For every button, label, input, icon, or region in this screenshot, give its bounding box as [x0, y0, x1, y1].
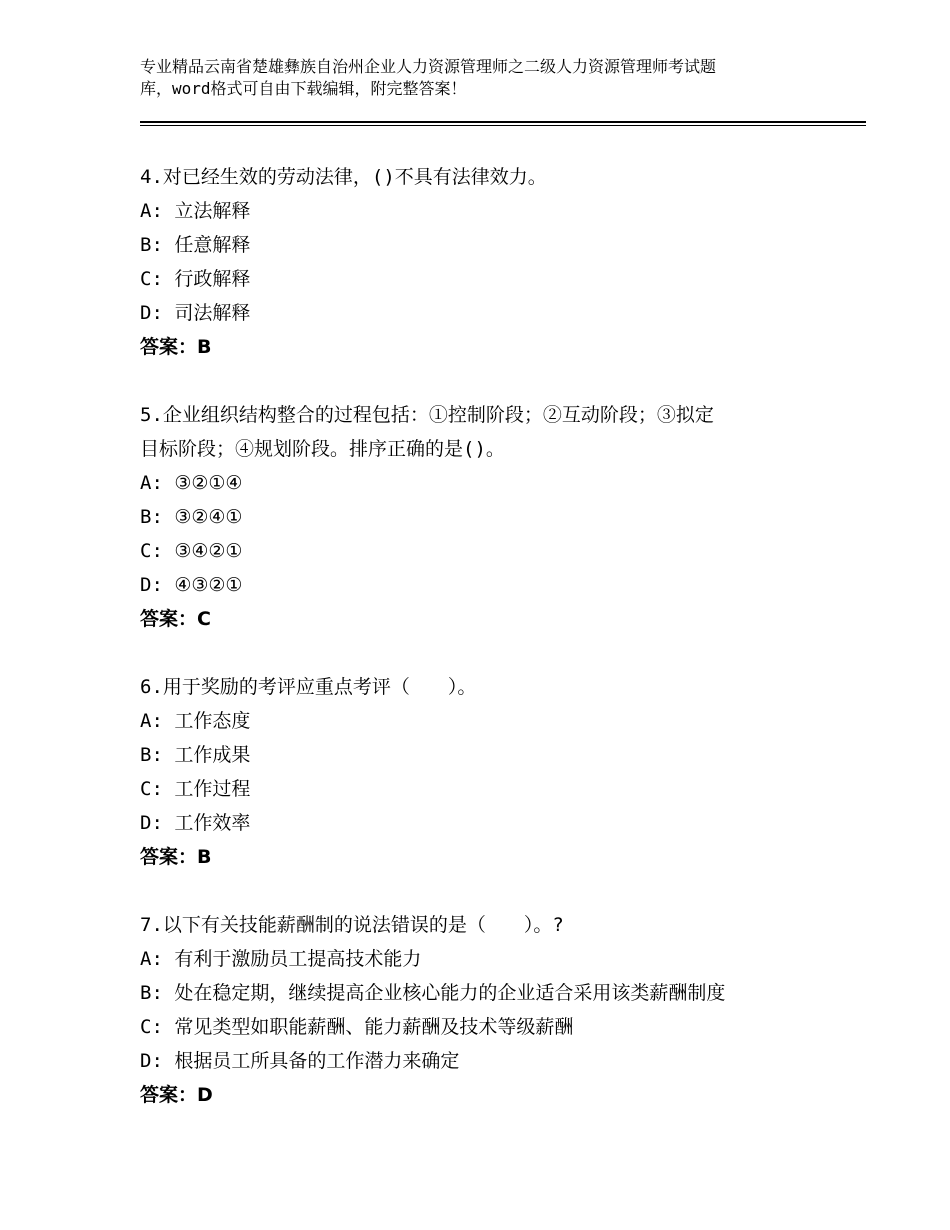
option-b: B: 处在稳定期，继续提高企业核心能力的企业适合采用该类薪酬制度 [140, 982, 726, 1004]
option-a: A: 立法解释 [140, 200, 251, 222]
option-a: A: ③②①④ [140, 472, 243, 494]
document-header [140, 56, 860, 100]
answer-label: 答案：B [140, 336, 212, 358]
option-d: D: ④③②① [140, 574, 243, 596]
option-a: A: 有利于激励员工提高技术能力 [140, 948, 422, 970]
question-6 [140, 670, 860, 874]
option-d: D: 工作效率 [140, 812, 251, 834]
option-c: C: 常见类型如职能薪酬、能力薪酬及技术等级薪酬 [140, 1016, 574, 1038]
header-divider [140, 121, 866, 126]
option-b: B: ③②④① [140, 506, 243, 528]
option-c: C: 行政解释 [140, 268, 251, 290]
question-list [140, 160, 860, 1146]
question-text: 6.用于奖励的考评应重点考评（ ）。 [140, 676, 477, 698]
option-d: D: 根据员工所具备的工作潜力来确定 [140, 1050, 460, 1072]
option-c: C: 工作过程 [140, 778, 251, 800]
option-d: D: 司法解释 [140, 302, 251, 324]
question-7 [140, 908, 860, 1112]
question-4 [140, 160, 860, 364]
option-a: A: 工作态度 [140, 710, 251, 732]
question-text: 7.以下有关技能薪酬制的说法错误的是（ ）。? [140, 914, 564, 936]
answer-label: 答案：C [140, 608, 211, 630]
question-text: 4.对已经生效的劳动法律，()不具有法律效力。 [140, 166, 547, 188]
answer-label: 答案：D [140, 1084, 213, 1106]
question-text: 5.企业组织结构整合的过程包括：①控制阶段；②互动阶段；③拟定 [140, 404, 714, 426]
header-line-2: 库，word格式可自由下载编辑，附完整答案！ [140, 79, 467, 98]
question-text-continued: 目标阶段；④规划阶段。排序正确的是()。 [140, 438, 505, 460]
option-c: C: ③④②① [140, 540, 243, 562]
option-b: B: 工作成果 [140, 744, 251, 766]
question-5 [140, 398, 860, 636]
option-b: B: 任意解释 [140, 234, 251, 256]
header-line-1: 专业精品云南省楚雄彝族自治州企业人力资源管理师之二级人力资源管理师考试题 [140, 57, 717, 76]
answer-label: 答案：B [140, 846, 212, 868]
